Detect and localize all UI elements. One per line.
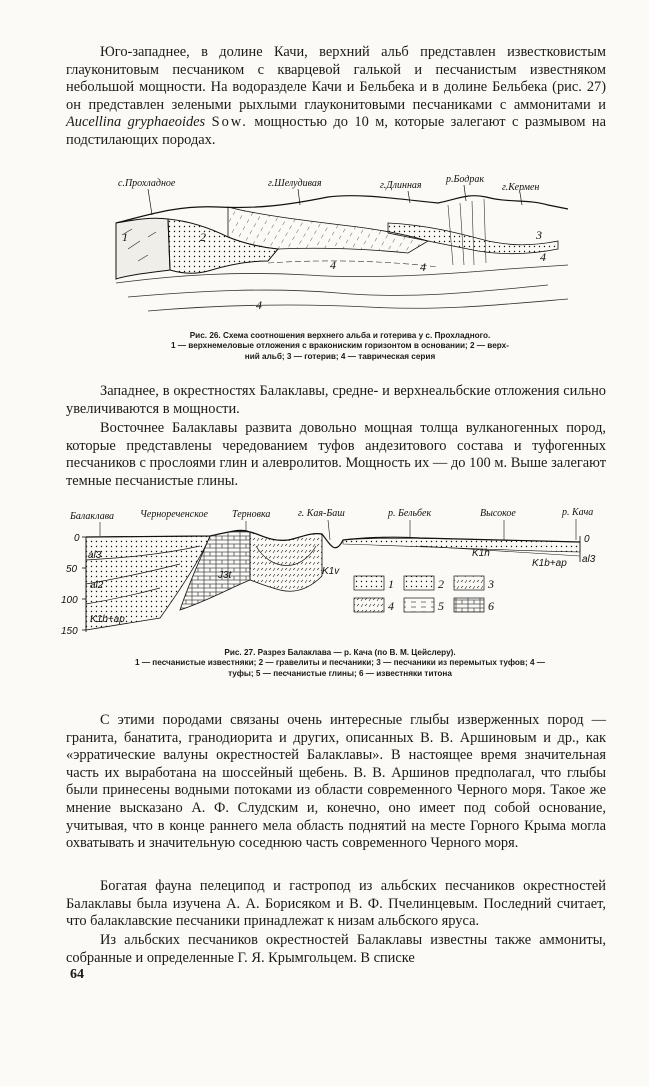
figure-26-caption-legend-1: 1 — верхнемеловые отложения с вракониским горизонтом в основании; 2 — верх- bbox=[171, 341, 509, 351]
label-kaya-bash: г. Кая-Баш bbox=[298, 508, 345, 519]
label-vysokoe: Высокое bbox=[480, 508, 516, 519]
depth-tick-150: 150 bbox=[61, 626, 78, 637]
paragraph-1 bbox=[66, 44, 606, 150]
label-balaklava: Балаклава bbox=[70, 511, 115, 522]
label-ternovka: Терновка bbox=[232, 509, 271, 520]
figure-27-caption-legend-2: туфы; 5 — песчанистые глины; 6 — известняки титона bbox=[228, 668, 452, 678]
page-number: 64 bbox=[70, 967, 84, 982]
figure-27-caption-legend-1: 1 — песчанистые известняки; 2 — гравелиты и песчаники; 3 — песчаники из перемытых туфов; 4 — bbox=[135, 658, 545, 668]
label-sheludivaya: г.Шелудивая bbox=[268, 178, 322, 189]
legend-number-3: 3 bbox=[488, 577, 494, 591]
figure-27-caption bbox=[90, 648, 590, 679]
right-tick-0: 0 bbox=[584, 534, 590, 545]
depth-tick-50: 50 bbox=[66, 564, 78, 575]
label-prokhladnoe: с.Прохладное bbox=[118, 178, 176, 189]
figure-26-caption-title: Рис. 26. Схема соотношения верхнего альба и готерива у с. Прохладного. bbox=[189, 331, 491, 340]
stratum-k1v: K1v bbox=[322, 566, 340, 577]
figure-27-caption-title: Рис. 27. Разрез Балаклава — р. Кача (по В. М. Цейслеру). bbox=[224, 648, 456, 657]
paragraph-5: Богатая фауна пелеципод и гастропод из альбских песчаников окрестностей Балаклавы была изучена А. А. Борисяком и В. Ф. Пчелинцевым. Последний считает, что балаклавские песчаники принадлежат к низам альбского яруса. bbox=[66, 878, 606, 930]
paragraph-6: Из альбских песчаников окрестностей Балаклавы известны также аммониты, собранные и определенные Г. Я. Крымгольцем. В списке bbox=[66, 932, 606, 966]
unit-number-4c: 4 bbox=[420, 260, 426, 274]
unit-number-4b: 4 bbox=[256, 298, 262, 312]
stratum-k1b-ap-right: K1b+ap bbox=[532, 558, 567, 569]
figure-27 bbox=[60, 500, 602, 640]
label-dlinnaya: г.Длинная bbox=[380, 180, 422, 191]
legend-number-4: 4 bbox=[388, 599, 394, 613]
stratum-k1b-ap: K1b+ap bbox=[90, 614, 125, 625]
label-kermen: г.Кермен bbox=[502, 182, 540, 193]
unit-number-1: 1 bbox=[122, 230, 128, 244]
paragraph-3: Восточнее Балаклавы развита довольно мощная толща вулканогенных пород, которые представлены чередованием туфов андезитового состава и туфогенных песчаников с прослоями глин и алевролитов. Мощность их — до 100 м. Выше залегают темные песчанистые глины. bbox=[66, 420, 606, 489]
species-author: Sow. bbox=[211, 114, 248, 131]
figure-26-caption bbox=[90, 331, 590, 362]
unit-number-4a: 4 bbox=[330, 258, 336, 272]
figure-26 bbox=[108, 175, 573, 323]
label-belbek: р. Бельбек bbox=[388, 508, 432, 519]
depth-tick-100: 100 bbox=[61, 595, 78, 606]
species-name: Aucellina gryphaeoides bbox=[66, 114, 206, 131]
stratum-al2: al2 bbox=[90, 580, 104, 591]
stratum-k1h: K1h bbox=[472, 548, 490, 559]
unit-number-4d: 4 bbox=[540, 250, 546, 264]
paragraph-1-text-b: мощностью до 10 м, которые залегают с размывом на подстилающих породах. bbox=[66, 114, 606, 148]
figure-26-caption-legend-2: ний альб; 3 — готерив; 4 — таврическая серия bbox=[244, 351, 436, 361]
paragraph-2: Западнее, в окрестностях Балаклавы, средне- и верхнеальбские отложения сильно увеличиваются в мощности. bbox=[66, 383, 606, 417]
unit-number-2: 2 bbox=[200, 230, 206, 244]
legend-number-6: 6 bbox=[488, 599, 494, 613]
unit-number-3: 3 bbox=[536, 228, 542, 242]
legend-number-5: 5 bbox=[438, 599, 444, 613]
label-kacha: р. Кача bbox=[562, 507, 594, 518]
paragraph-1-text-a: Юго-западнее, в долине Качи, верхний альб представлен известковистым глауконитовым песчаником с кварцевой галькой и песчанистым известняком небольшой мощности. На водоразделе Качи и Бельбека и в долине Бельбека (рис. 27) он представлен зелеными рыхлыми глауконитовыми песчаниками с аммонитами и bbox=[66, 44, 606, 113]
label-chernorechenskoe: Чернореченское bbox=[140, 509, 208, 520]
stratum-j3t: J3t bbox=[218, 570, 232, 581]
legend-number-2: 2 bbox=[438, 577, 444, 591]
legend-number-1: 1 bbox=[388, 577, 394, 591]
label-bodrak: р.Бодрак bbox=[446, 175, 485, 185]
stratum-al3-left: al3 bbox=[88, 550, 102, 561]
stratum-al3-right: al3 bbox=[582, 554, 596, 565]
paragraph-4: С этими породами связаны очень интересные глыбы изверженных пород — гранита, банатита, гранодиорита и других, описанных В. В. Аршиновым и др., как «эрратические валуны окрестностей Балаклавы». В настоящее время значительная часть их выработана на шоссейный щебень. В. В. Аршинов предполагал, что глыбы были принесены водными потоками из области современного Черного моря. Такое же мнение высказано А. Ф. Слудским и, конечно, оно имеет под собой основание, учитывая, что в конце раннего мела область поднятий на месте Горного Крыма могла охватывать и значительную соседнюю часть современного Черного моря. bbox=[66, 712, 606, 852]
depth-tick-0: 0 bbox=[74, 533, 80, 544]
